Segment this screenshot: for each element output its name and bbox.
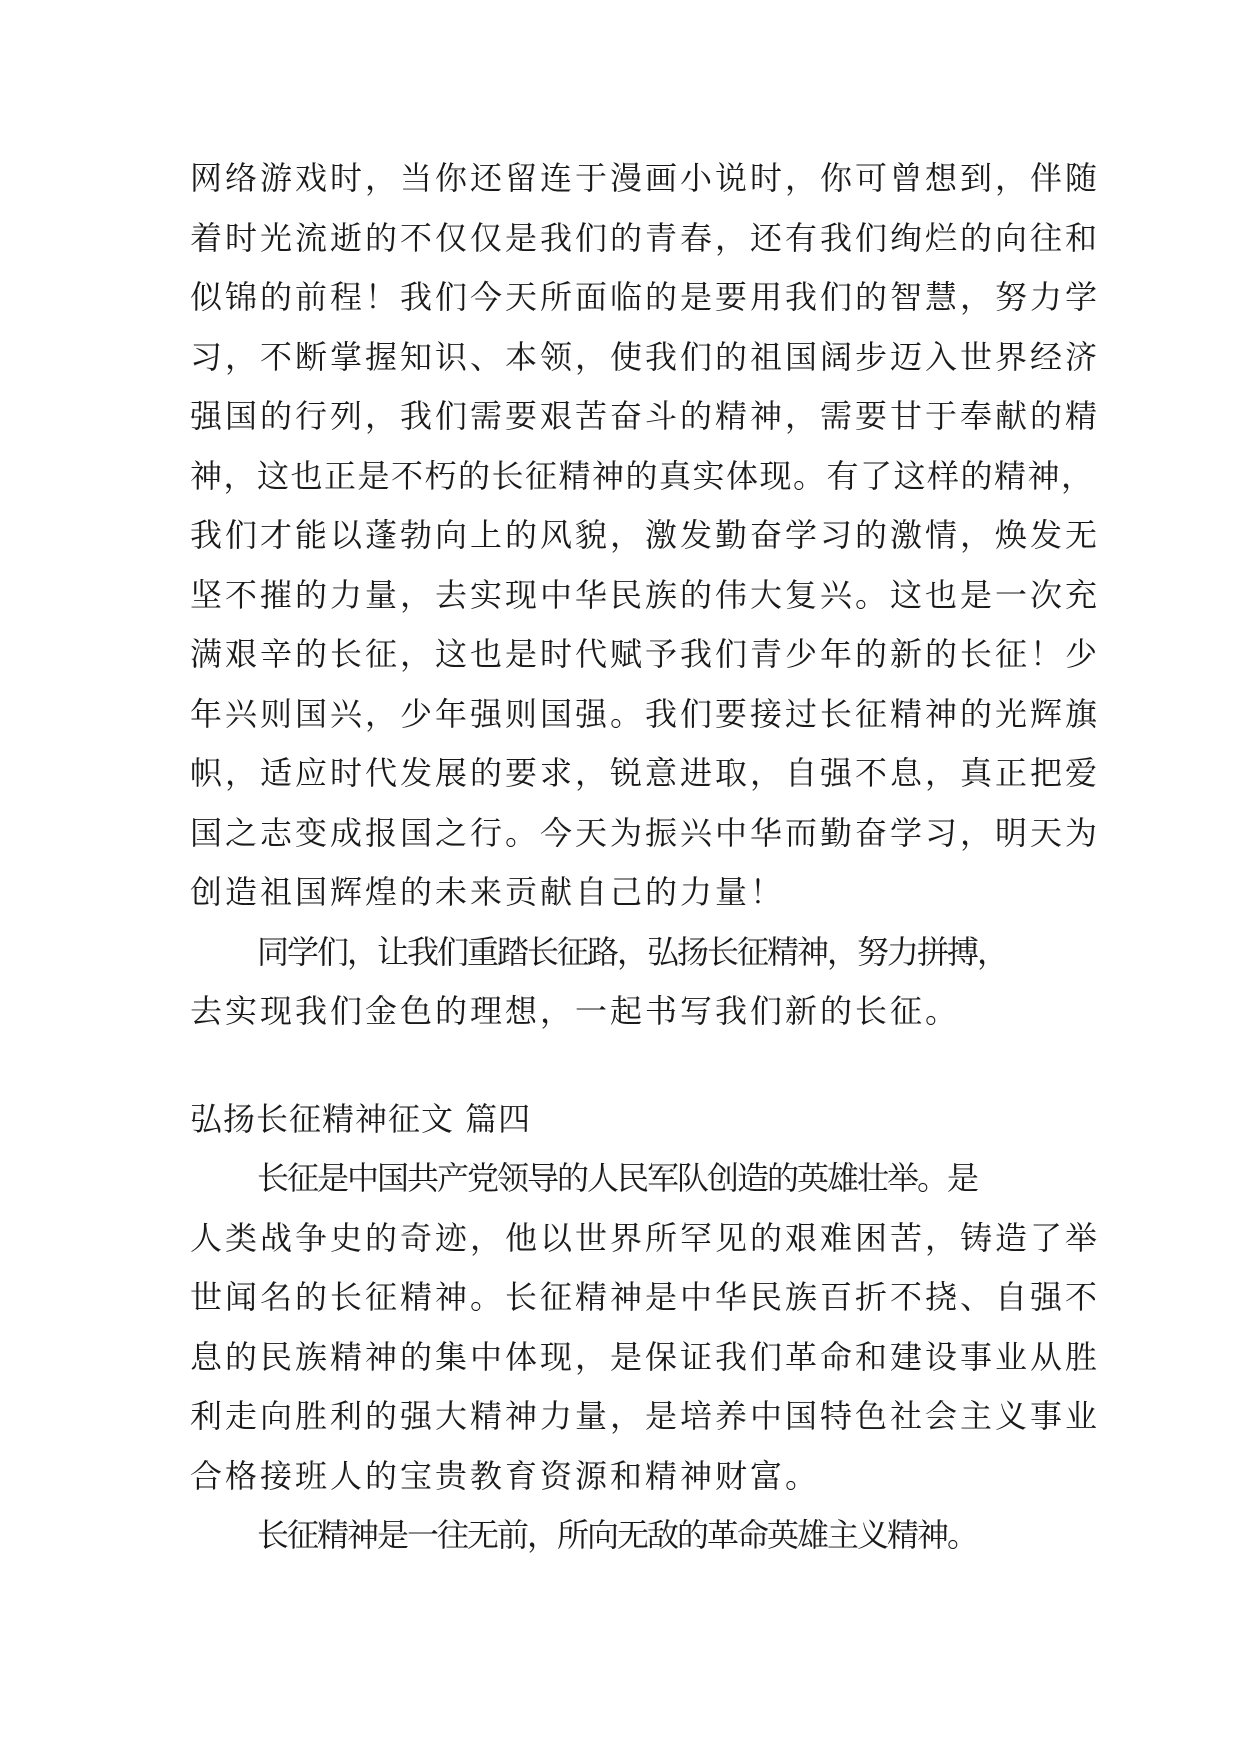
paragraph-1-line-3: 似锦的前程！我们今天所面临的是要用我们的智慧，努力学 [190,278,1101,316]
paragraph-2-line-1: 同学们，让我们重踏长征路，弘扬长征精神，努力拼搏， [257,933,1008,971]
paragraph-1-line-10: 年兴则国兴，少年强则国强。我们要接过长征精神的光辉旗 [190,695,1101,733]
paragraph-4-line-1: 长征精神是一往无前，所向无敌的革命英雄主义精神。 [257,1516,978,1554]
paragraph-1-line-12: 国之志变成报国之行。今天为振兴中华而勤奋学习，明天为 [190,814,1101,852]
paragraph-1-line-4: 习，不断掌握知识、本领，使我们的祖国阔步迈入世界经济 [190,338,1101,376]
paragraph-1-line-6: 神，这也正是不朽的长征精神的真实体现。有了这样的精神， [190,457,1095,495]
paragraph-1-line-5: 强国的行列，我们需要艰苦奋斗的精神，需要甘于奉献的精 [190,397,1101,435]
paragraph-1-line-13: 创造祖国辉煌的未来贡献自己的力量！ [190,873,786,911]
paragraph-3-line-1: 长征是中国共产党领导的人民军队创造的英雄壮举。是 [257,1159,978,1197]
paragraph-2-line-2: 去实现我们金色的理想，一起书写我们新的长征。 [190,992,961,1030]
paragraph-1-line-2: 着时光流逝的不仅仅是我们的青春，还有我们绚烂的向往和 [190,219,1101,257]
paragraph-3-line-2: 人类战争史的奇迹，他以世界所罕见的艰难困苦，铸造了举 [190,1219,1101,1257]
paragraph-3-line-4: 息的民族精神的集中体现，是保证我们革命和建设事业从胜 [190,1338,1101,1376]
paragraph-3-line-3: 世闻名的长征精神。长征精神是中华民族百折不挠、自强不 [190,1278,1101,1316]
paragraph-1-line-1: 网络游戏时，当你还留连于漫画小说时，你可曾想到，伴随 [190,159,1101,197]
section-heading: 弘扬长征精神征文 篇四 [190,1100,532,1138]
paragraph-1-line-8: 坚不摧的力量，去实现中华民族的伟大复兴。这也是一次充 [190,576,1101,614]
paragraph-1-line-11: 帜，适应时代发展的要求，锐意进取，自强不息，真正把爱 [190,754,1101,792]
paragraph-3-line-5: 利走向胜利的强大精神力量，是培养中国特色社会主义事业 [190,1397,1101,1435]
paragraph-1-line-7: 我们才能以蓬勃向上的风貌，激发勤奋学习的激情，焕发无 [190,516,1101,554]
paragraph-1-line-9: 满艰辛的长征，这也是时代赋予我们青少年的新的长征！少 [190,635,1101,673]
paragraph-3-line-6: 合格接班人的宝贵教育资源和精神财富。 [190,1457,821,1495]
